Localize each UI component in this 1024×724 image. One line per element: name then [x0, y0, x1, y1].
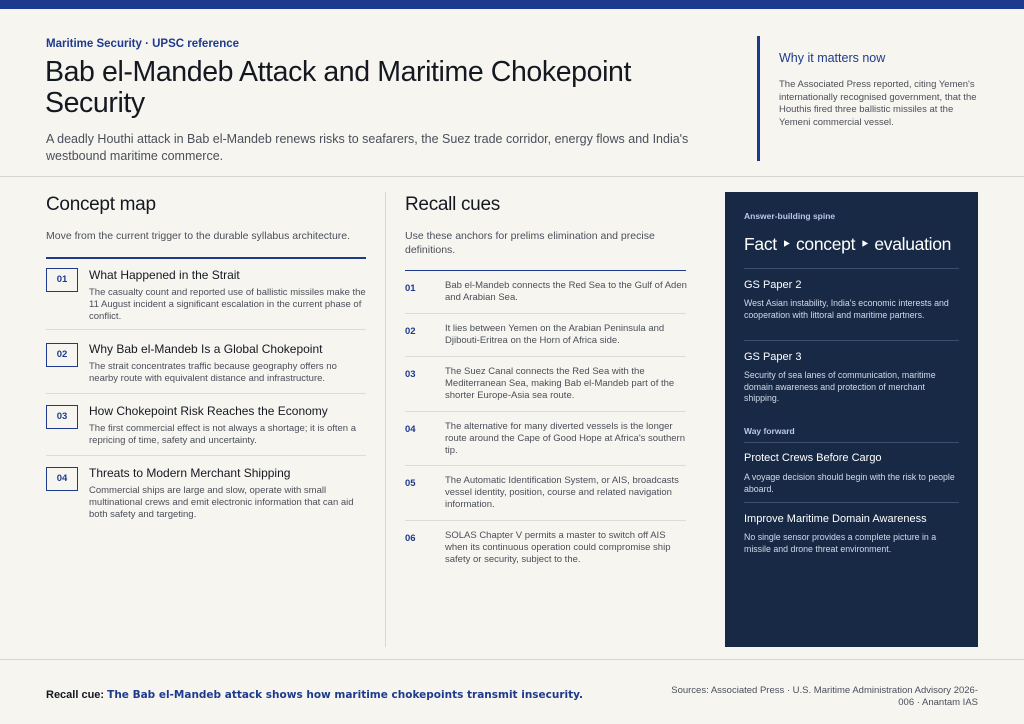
- way-forward-1-title: Protect Crews Before Cargo: [744, 452, 882, 464]
- recall-cue-text: The Bab el-Mandeb attack shows how maritime chokepoints transmit insecurity.: [107, 689, 584, 701]
- sources-text: Sources: Associated Press · U.S. Maritime Administration Advisory 2026-006 · Anantam IAS: [671, 685, 978, 708]
- recall-item-number: 06: [405, 533, 416, 544]
- recall-item-number: 01: [405, 283, 416, 294]
- gs-paper-2-text: West Asian instability, India's economic interests and cooperation with littoral and maritime partners.: [744, 298, 949, 320]
- recall-item-03: [405, 357, 686, 412]
- recall-item-text: Bab el-Mandeb connects the Red Sea to the Gulf of Aden and Arabian Sea.: [445, 280, 687, 303]
- panel-divider: [744, 340, 959, 341]
- panel-divider: [744, 502, 959, 503]
- concept-item-title: What Happened in the Strait: [89, 267, 240, 282]
- recall-item-02: [405, 314, 686, 357]
- recall-cue-line: [46, 689, 583, 701]
- panel-kicker: Answer-building spine: [744, 211, 836, 221]
- concept-item-title: Why Bab el-Mandeb Is a Global Chokepoint: [89, 341, 323, 356]
- concept-map-heading: Concept map: [46, 194, 156, 215]
- recall-item-05: [405, 466, 686, 521]
- concept-item-desc: The casualty count and reported use of ballistic missiles make the 11 August incident a significant escalation in the current phase of conflict.: [89, 286, 366, 322]
- panel-divider: [744, 268, 959, 269]
- panel-heading: Fact ‣ concept ‣ evaluation: [744, 234, 952, 254]
- way-forward-kicker: Way forward: [744, 426, 795, 436]
- recall-item-number: 05: [405, 478, 416, 489]
- way-forward-2-text: No single sensor provides a complete picture in a missile and drone threat environment.: [744, 532, 937, 554]
- concept-item-title: How Chokepoint Risk Reaches the Economy: [89, 403, 328, 418]
- recall-cues-heading: Recall cues: [405, 194, 500, 215]
- gs-paper-2-title: GS Paper 2: [744, 279, 802, 291]
- recall-item-number: 03: [405, 369, 416, 380]
- page-title: Bab el-Mandeb Attack and Maritime Chokepoint Security: [45, 56, 631, 119]
- column-divider: [385, 192, 386, 647]
- concept-item-04: [46, 456, 366, 532]
- concept-item-desc: The strait concentrates traffic because geography offers no nearby route with equivalent distance and infrastructure.: [89, 360, 337, 384]
- concept-item-03: [46, 394, 366, 456]
- way-forward-2-title: Improve Maritime Domain Awareness: [744, 513, 927, 525]
- concept-item-number: 01: [46, 268, 78, 292]
- recall-item-text: SOLAS Chapter V permits a master to switch off AIS when its continuous operation could compromise ship safety or security, subject to the.: [445, 530, 671, 565]
- concept-item-02: [46, 330, 366, 394]
- page-footer: [0, 659, 1024, 724]
- recall-item-06: [405, 521, 686, 571]
- recall-item-text: The Automatic Identification System, or AIS, broadcasts vessel identity, position, course and related navigation information.: [445, 475, 679, 510]
- concept-item-01: [46, 259, 366, 330]
- top-accent-bar: [0, 0, 1024, 9]
- panel-divider: [744, 442, 959, 443]
- recall-item-number: 04: [405, 424, 416, 435]
- recall-item-number: 02: [405, 326, 416, 337]
- concept-map-column: [46, 177, 366, 532]
- concept-item-number: 03: [46, 405, 78, 429]
- kicker-label: Maritime Security · UPSC reference: [46, 38, 240, 50]
- why-it-matters-title: Why it matters now: [779, 51, 886, 65]
- why-it-matters-box: [757, 36, 987, 161]
- gs-paper-3-title: GS Paper 3: [744, 351, 802, 363]
- recall-item-text: It lies between Yemen on the Arabian Peninsula and Djibouti-Eritrea on the Horn of Africa side.: [445, 323, 665, 346]
- recall-item-01: [405, 271, 686, 314]
- way-forward-1-text: A voyage decision should begin with the risk to people aboard.: [744, 472, 955, 494]
- recall-cues-subtitle: Use these anchors for prelims elimination and precise definitions.: [405, 230, 655, 256]
- recall-item-04: [405, 412, 686, 466]
- concept-item-desc: The first commercial effect is not always a shortage; it is often a repricing of time, safety and uncertainty.: [89, 422, 356, 446]
- answer-spine-panel: [725, 192, 978, 647]
- why-it-matters-text: The Associated Press reported, citing Yemen's internationally recognised government, that the Houthis fired three ballistic missiles at the Yemeni commercial vessel.: [779, 79, 977, 128]
- gs-paper-3-text: Security of sea lanes of communication, maritime domain awareness and protection of merchant shipping.: [744, 370, 936, 403]
- concept-item-number: 02: [46, 343, 78, 367]
- concept-item-title: Threats to Modern Merchant Shipping: [89, 465, 291, 480]
- recall-item-text: The alternative for many diverted vessels is the longer route around the Cape of Good Hope at Africa's southern tip.: [445, 421, 685, 456]
- recall-cue-label: Recall cue:: [46, 689, 105, 701]
- page-header: [0, 9, 1024, 177]
- page-subtitle: A deadly Houthi attack in Bab el-Mandeb renews risks to seafarers, the Suez trade corridor, energy flows and India's westbound maritime commerce.: [46, 132, 689, 163]
- recall-item-text: The Suez Canal connects the Red Sea with the Mediterranean Sea, making Bab el-Mandeb part of the shorter Europe-Asia sea route.: [445, 366, 675, 401]
- concept-item-number: 04: [46, 467, 78, 491]
- concept-map-subtitle: Move from the current trigger to the durable syllabus architecture.: [46, 230, 351, 242]
- concept-item-desc: Commercial ships are large and slow, operate with small multinational crews and emit electronic information that can aid both safety and targeting.: [89, 484, 354, 520]
- recall-cues-column: [405, 177, 686, 571]
